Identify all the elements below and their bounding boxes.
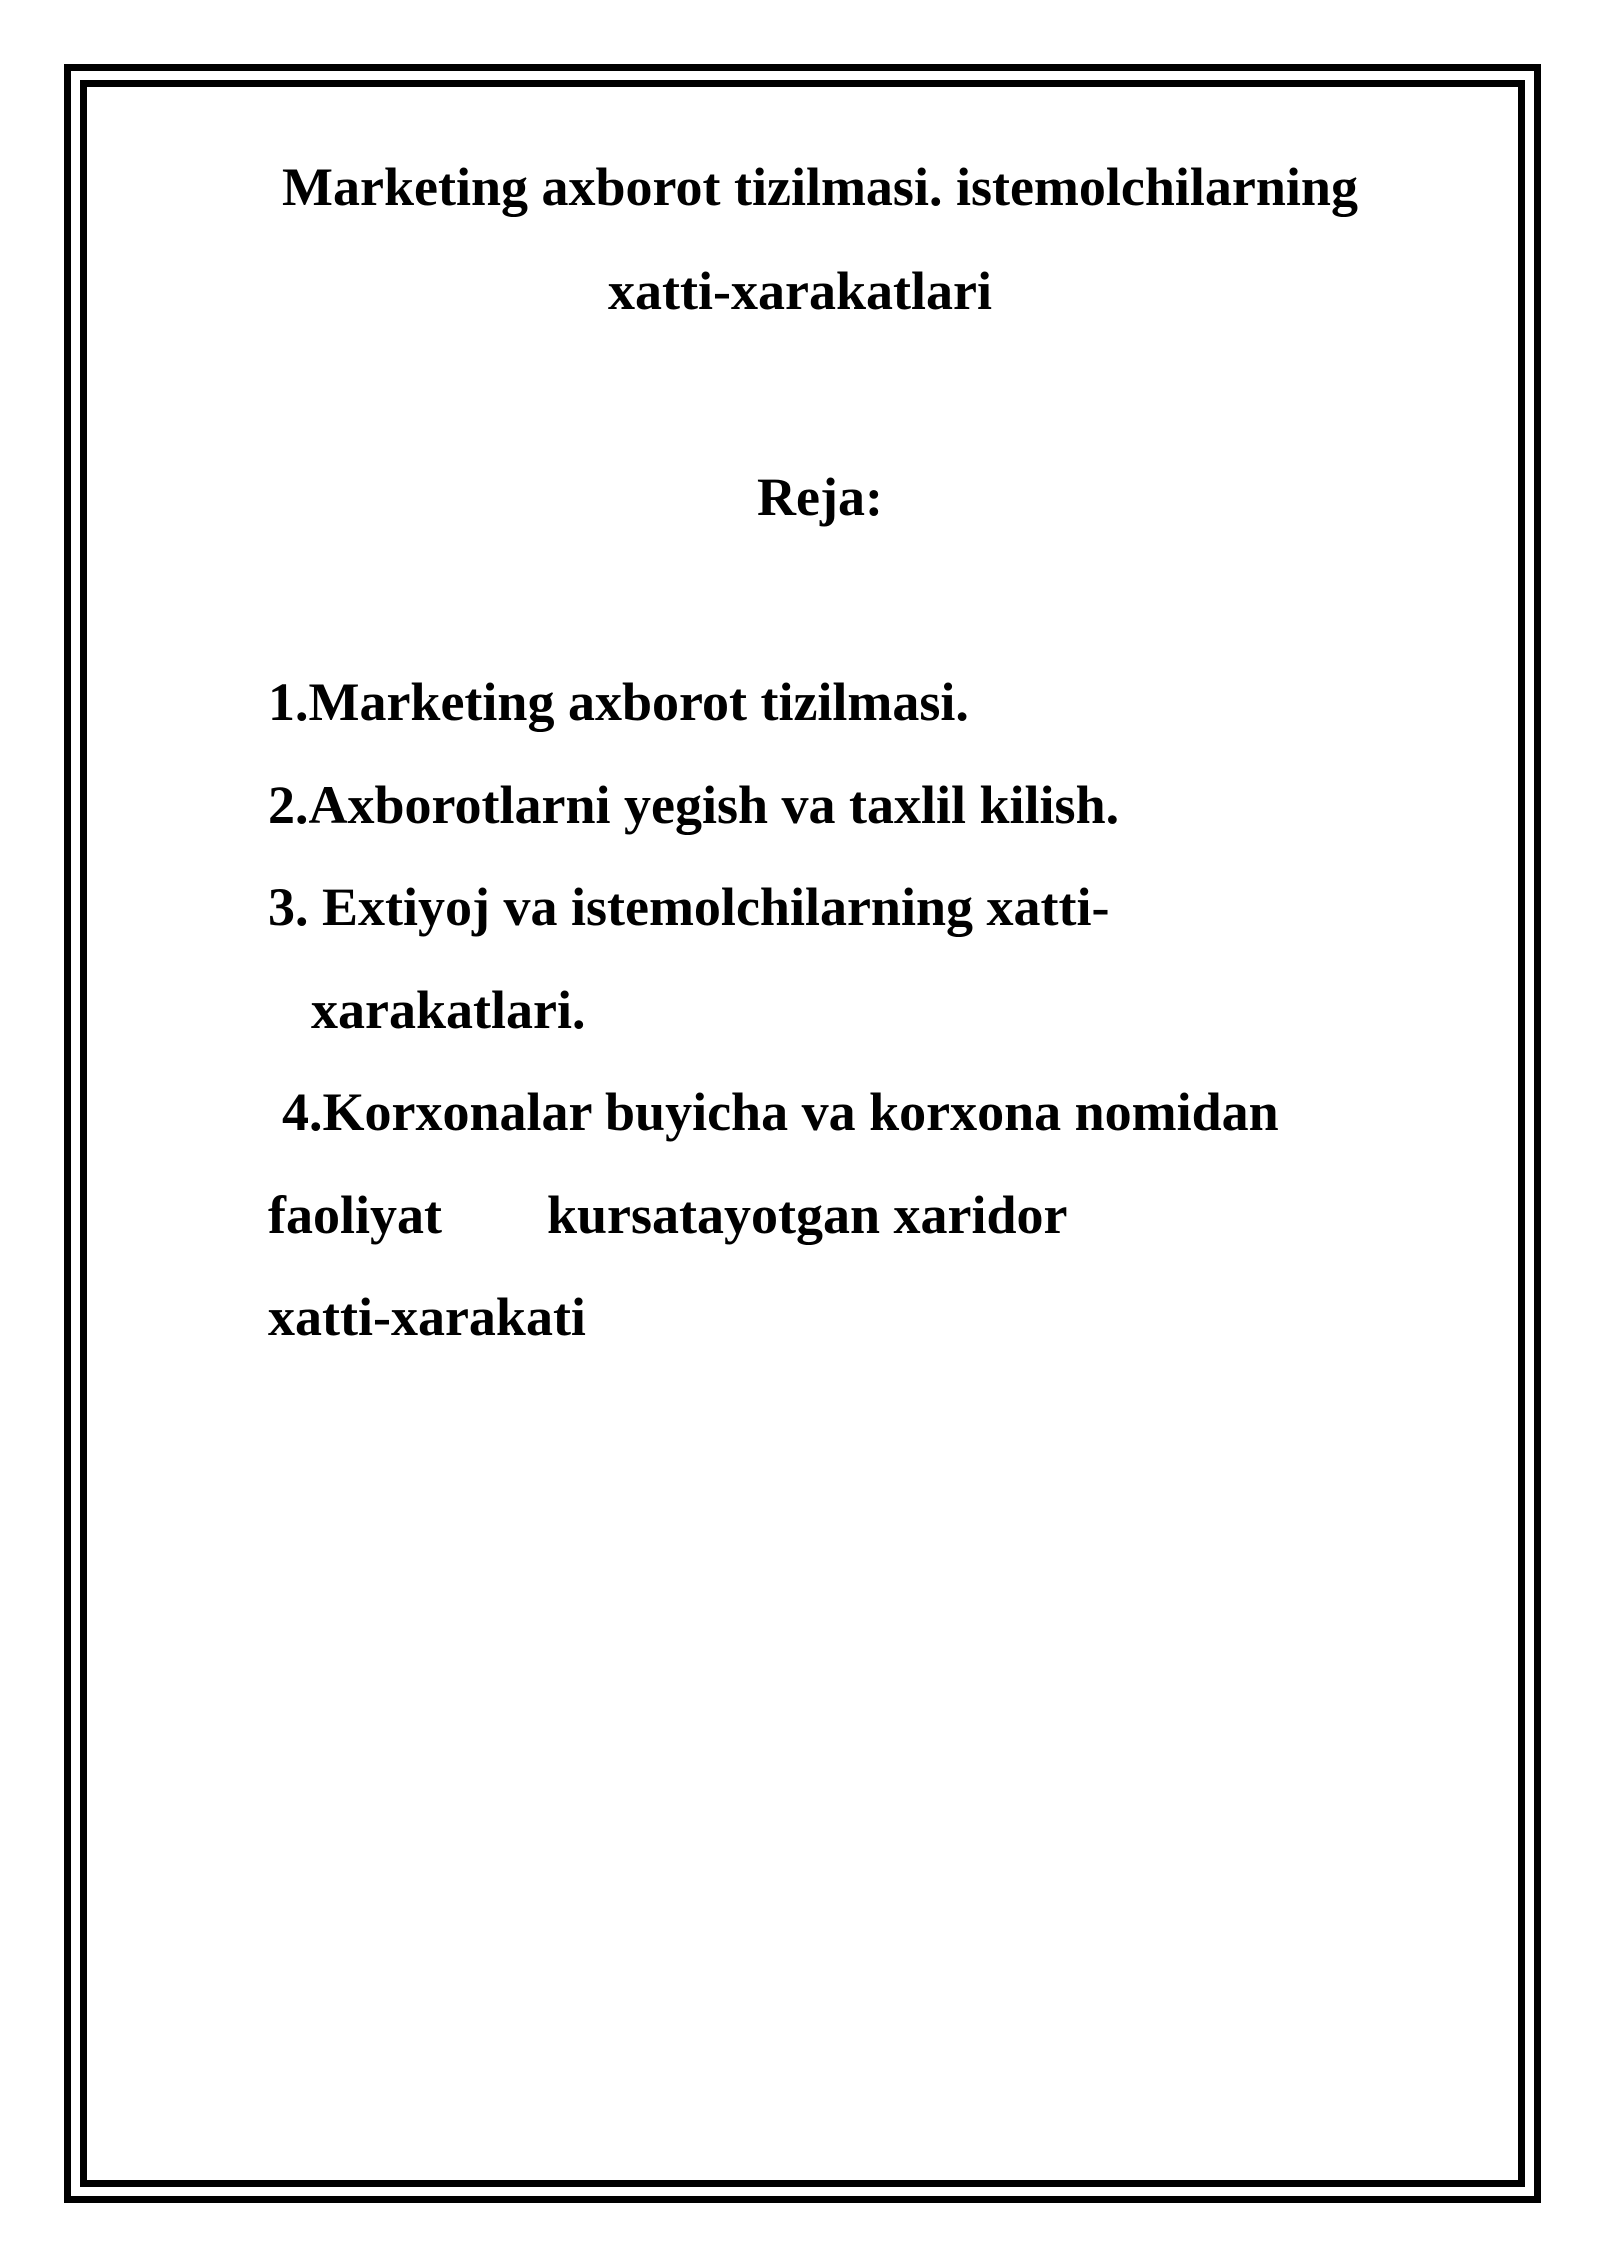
document-title-line-2: xatti-xarakatlari bbox=[608, 261, 992, 321]
plan-item-4-line-2-part-1: faoliyat bbox=[268, 1185, 442, 1245]
plan-heading: Reja: bbox=[757, 467, 883, 527]
plan-item-4-line-1: 4.Korxonalar buyicha va korxona nomidan bbox=[282, 1082, 1279, 1142]
plan-item-1: 1.Marketing axborot tizilmasi. bbox=[268, 672, 969, 732]
plan-item-3-line-1: 3. Extiyoj va istemolchilarning xatti- bbox=[268, 877, 1110, 937]
plan-item-3-line-2: xarakatlari. bbox=[311, 980, 586, 1040]
plan-item-4-line-3: xatti-xarakati bbox=[268, 1287, 586, 1347]
document-title-line-1: Marketing axborot tizilmasi. istemolchilarning bbox=[282, 157, 1358, 217]
plan-item-4-line-2-part-2: kursatayotgan xaridor bbox=[546, 1185, 1068, 1245]
plan-item-4-line-2 bbox=[268, 1185, 1068, 1245]
plan-item-2: 2.Axborotlarni yegish va taxlil kilish. bbox=[268, 775, 1120, 835]
